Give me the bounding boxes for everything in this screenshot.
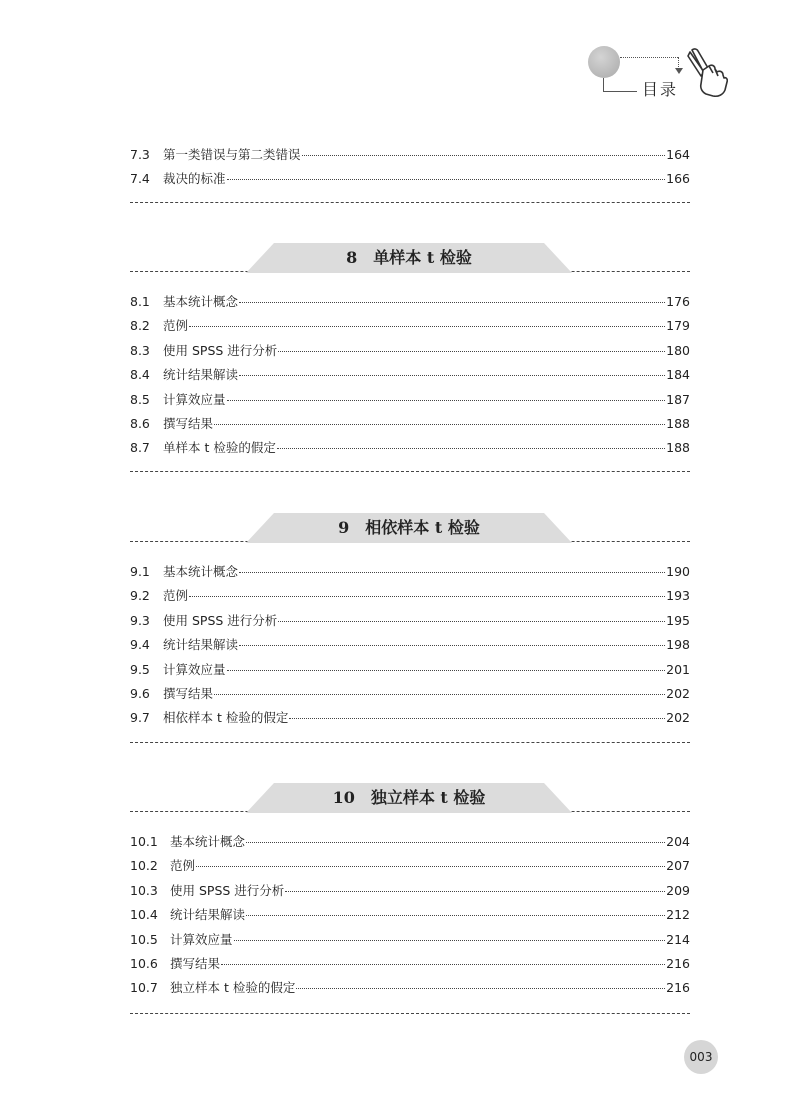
entry-page: 209 xyxy=(666,882,690,898)
entry-number: 7.4 xyxy=(130,171,150,187)
entry-title: 统计结果解读 xyxy=(163,367,239,383)
entry-page: 195 xyxy=(666,612,690,628)
entry-page: 188 xyxy=(666,416,690,431)
entry-title: 计算效应量 xyxy=(163,661,226,677)
dot-leader xyxy=(189,596,665,597)
dot-leader xyxy=(246,842,665,843)
toc-entry[interactable] xyxy=(130,684,690,702)
toc-entry[interactable] xyxy=(130,169,690,187)
entry-page: 212 xyxy=(666,907,690,923)
toc-entry[interactable] xyxy=(130,930,690,948)
chapter-number: 10 xyxy=(332,788,355,807)
dot-leader xyxy=(214,424,665,425)
entry-number: 10.1 xyxy=(130,834,158,849)
section-divider xyxy=(130,202,690,203)
chapter-heading xyxy=(246,783,572,813)
chapter-number: 9 xyxy=(338,518,350,537)
entry-page: 179 xyxy=(666,318,690,334)
entry-title: 使用 SPSS 进行分析 xyxy=(163,342,278,358)
entry-title: 相依样本 t 检验的假定 xyxy=(163,710,289,726)
dot-leader xyxy=(278,351,665,352)
pointing-hand-icon xyxy=(684,46,728,98)
entry-number: 9.3 xyxy=(130,612,150,628)
entry-title: 基本统计概念 xyxy=(163,294,239,309)
header-circle-ornament xyxy=(588,46,620,78)
entry-title: 计算效应量 xyxy=(163,391,226,407)
entry-page: 166 xyxy=(666,171,690,187)
toc-entry[interactable] xyxy=(130,586,690,604)
dot-leader xyxy=(296,988,665,989)
entry-number: 8.2 xyxy=(130,318,150,334)
dot-leader xyxy=(227,179,666,180)
entry-title: 范例 xyxy=(163,318,189,334)
entry-title: 基本统计概念 xyxy=(170,834,246,849)
dot-leader xyxy=(278,621,665,622)
entry-title: 统计结果解读 xyxy=(170,907,246,923)
section-divider xyxy=(130,1013,690,1014)
entry-title: 撰写结果 xyxy=(163,416,214,431)
toc-entry[interactable] xyxy=(130,365,690,383)
chapter-heading xyxy=(246,243,572,273)
entry-title: 撰写结果 xyxy=(170,956,221,971)
header-connector-line xyxy=(603,91,637,92)
chapter-title: 相依样本 t 检验 xyxy=(365,518,480,537)
chapter-title: 独立样本 t 检验 xyxy=(370,788,486,807)
toc-entry[interactable] xyxy=(130,562,690,580)
entry-number: 10.2 xyxy=(130,858,158,874)
entry-title: 裁决的标准 xyxy=(163,171,226,187)
toc-entry[interactable] xyxy=(130,832,690,850)
entry-number: 8.4 xyxy=(130,367,150,383)
dot-leader xyxy=(239,302,665,303)
entry-number: 8.5 xyxy=(130,391,150,407)
dot-leader xyxy=(227,400,666,401)
toc-entry[interactable] xyxy=(130,611,690,629)
entry-number: 9.5 xyxy=(130,661,150,677)
entry-number: 8.6 xyxy=(130,416,150,431)
entry-number: 9.1 xyxy=(130,564,150,579)
entry-title: 独立样本 t 检验的假定 xyxy=(170,980,296,996)
toc-entry[interactable] xyxy=(130,341,690,359)
section-divider xyxy=(130,471,690,472)
entry-title: 范例 xyxy=(170,858,196,874)
entry-number: 9.6 xyxy=(130,686,150,701)
toc-entry[interactable] xyxy=(130,708,690,726)
header-title: 目录 xyxy=(642,80,679,99)
entry-page: 201 xyxy=(666,661,690,677)
arrow-down-icon xyxy=(675,68,683,74)
entry-page: 188 xyxy=(666,440,690,456)
dot-leader xyxy=(289,718,665,719)
dot-leader xyxy=(196,866,665,867)
dot-leader xyxy=(189,326,665,327)
dot-leader xyxy=(221,964,665,965)
header-dotted-line xyxy=(620,57,678,59)
entry-title: 基本统计概念 xyxy=(163,564,239,579)
entry-title: 使用 SPSS 进行分析 xyxy=(163,612,278,628)
entry-title: 第一类错误与第二类错误 xyxy=(163,147,301,162)
dot-leader xyxy=(246,915,665,916)
entry-title: 计算效应量 xyxy=(170,931,233,947)
entry-page: 193 xyxy=(666,588,690,604)
dot-leader xyxy=(302,155,666,156)
dot-leader xyxy=(285,891,665,892)
dot-leader xyxy=(239,375,665,376)
section-divider xyxy=(130,742,690,743)
entry-page: 180 xyxy=(666,342,690,358)
entry-title: 范例 xyxy=(163,588,189,604)
toc-entry[interactable] xyxy=(130,978,690,996)
entry-page: 214 xyxy=(666,931,690,947)
entry-page: 216 xyxy=(666,956,690,971)
toc-entry[interactable] xyxy=(130,145,690,163)
toc-entry[interactable] xyxy=(130,660,690,678)
entry-page: 216 xyxy=(666,980,690,996)
entry-number: 8.3 xyxy=(130,342,150,358)
toc-entry[interactable] xyxy=(130,438,690,456)
toc-entry[interactable] xyxy=(130,292,690,310)
dot-leader xyxy=(214,694,665,695)
dot-leader xyxy=(239,572,665,573)
entry-number: 10.3 xyxy=(130,882,158,898)
toc-entry[interactable] xyxy=(130,316,690,334)
toc-entry[interactable] xyxy=(130,635,690,653)
entry-title: 使用 SPSS 进行分析 xyxy=(170,882,285,898)
chapter-number: 8 xyxy=(346,248,358,267)
entry-page: 187 xyxy=(666,391,690,407)
entry-number: 9.4 xyxy=(130,637,150,653)
entry-number: 9.2 xyxy=(130,588,150,604)
entry-number: 8.7 xyxy=(130,440,150,456)
entry-title: 单样本 t 检验的假定 xyxy=(163,440,276,456)
toc-entry[interactable] xyxy=(130,881,690,899)
entry-number: 10.4 xyxy=(130,907,158,923)
toc-entry[interactable] xyxy=(130,390,690,408)
entry-page: 202 xyxy=(666,686,690,701)
dot-leader xyxy=(277,448,665,449)
toc-entry[interactable] xyxy=(130,856,690,874)
entry-page: 198 xyxy=(666,637,690,653)
entry-page: 184 xyxy=(666,367,690,383)
dot-leader xyxy=(234,940,666,941)
chapter-heading xyxy=(246,513,572,543)
entry-page: 202 xyxy=(666,710,690,726)
page-number: 003 xyxy=(684,1040,718,1074)
entry-page: 207 xyxy=(666,858,690,874)
toc-entry[interactable] xyxy=(130,414,690,432)
entry-page: 190 xyxy=(666,564,690,579)
entry-page: 176 xyxy=(666,294,690,309)
chapter-title: 单样本 t 检验 xyxy=(373,248,472,267)
page-header xyxy=(0,0,800,110)
toc-entry[interactable] xyxy=(130,905,690,923)
dot-leader xyxy=(227,670,666,671)
entry-page: 164 xyxy=(666,147,690,162)
dot-leader xyxy=(239,645,665,646)
entry-page: 204 xyxy=(666,834,690,849)
entry-title: 统计结果解读 xyxy=(163,637,239,653)
entry-number: 10.6 xyxy=(130,956,158,971)
entry-number: 8.1 xyxy=(130,294,150,309)
entry-number: 10.7 xyxy=(130,980,158,996)
header-connector-line xyxy=(603,78,604,91)
entry-number: 7.3 xyxy=(130,147,150,162)
entry-number: 10.5 xyxy=(130,931,158,947)
toc-entry[interactable] xyxy=(130,954,690,972)
entry-number: 9.7 xyxy=(130,710,150,726)
entry-title: 撰写结果 xyxy=(163,686,214,701)
